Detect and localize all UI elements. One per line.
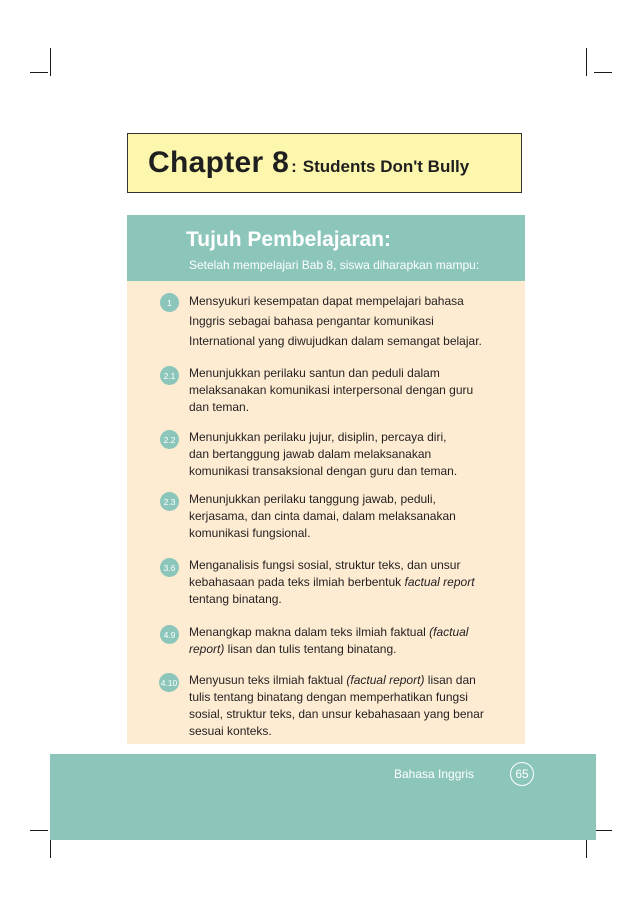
objective-line: komunikasi transaksional dengan guru dan teman. (189, 464, 458, 478)
objective-line: sesuai konteks. (189, 724, 272, 738)
objective-line: melaksanakan komunikasi interpersonal dengan guru (189, 383, 474, 397)
objective-text-italic: (factual (429, 625, 469, 639)
objective-line: Inggris sebagai bahasa pengantar komunikasi (189, 314, 434, 328)
objective-text (189, 491, 509, 542)
objective-text (189, 557, 509, 608)
chapter-separator: : (291, 157, 297, 176)
objective-line: sosial, struktur teks, dan unsur kebahasaan yang benar (189, 707, 484, 721)
objectives-heading: Tujuh Pembelajaran: (186, 228, 391, 251)
objective-badge: 2.1 (160, 366, 179, 385)
objective-line: Mensyukuri kesempatan dapat mempelajari bahasa (189, 294, 464, 308)
crop-mark (594, 830, 612, 831)
objective-line: Menunjukkan perilaku tanggung jawab, peduli, (189, 492, 436, 506)
objective-text-italic: (factual report) (346, 673, 425, 687)
objective-badge: 3.6 (160, 558, 179, 577)
objective-text-italic: factual report (404, 575, 475, 589)
objective-text-run: Menyusun teks ilmiah faktual (189, 673, 347, 687)
objectives-intro: Setelah mempelajari Bab 8, siswa diharapkan mampu: (189, 258, 480, 272)
objective-line: International yang diwujudkan dalam semangat belajar. (189, 334, 482, 348)
crop-mark (50, 48, 51, 76)
footer-band (50, 754, 596, 840)
crop-mark (594, 72, 612, 73)
objective-line: dan teman. (189, 400, 250, 414)
objective-text-run: Menangkap makna dalam teks ilmiah faktual (189, 625, 430, 639)
objective-line: tentang binatang. (189, 592, 282, 606)
objective-text (189, 365, 509, 416)
crop-mark (30, 830, 48, 831)
objective-badge: 4.10 (159, 673, 179, 692)
objective-line (189, 574, 509, 591)
objective-line: dan bertanggung jawab dalam melaksanakan (189, 447, 432, 461)
objectives-list (127, 281, 525, 744)
objective-text-run: lisan dan tulis tentang binatang. (224, 642, 397, 656)
objective-badge: 4.9 (160, 625, 179, 644)
chapter-title: Students Don't Bully (302, 157, 470, 176)
crop-mark (30, 72, 48, 73)
objective-line (189, 641, 509, 658)
objective-line (189, 672, 509, 689)
objective-line: komunikasi fungsional. (189, 526, 311, 540)
objectives-header (127, 215, 525, 281)
objective-text (189, 293, 509, 350)
objective-badge: 2.3 (160, 492, 179, 511)
page-number: 65 (510, 762, 534, 786)
objective-line: kerjasama, dan cinta damai, dalam melaksanakan (189, 509, 456, 523)
objective-line: Menunjukkan perilaku jujur, disiplin, percaya diri, (189, 430, 447, 444)
objective-line: tulis tentang binatang dengan memperhatikan fungsi (189, 690, 468, 704)
objective-text (189, 429, 509, 480)
objective-text (189, 624, 509, 658)
objective-badge: 2.2 (160, 430, 179, 449)
objective-text (189, 672, 509, 740)
objective-badge: 1 (160, 293, 179, 312)
objective-text-run: kebahasaan pada teks ilmiah berbentuk (189, 575, 405, 589)
objective-text-run: lisan dan (424, 673, 476, 687)
chapter-title-box (127, 133, 522, 193)
objective-line (189, 624, 509, 641)
chapter-number: Chapter 8 (148, 146, 290, 179)
objective-line: Menganalisis fungsi sosial, struktur teks, dan unsur (189, 558, 461, 572)
objective-text-italic: report) (189, 642, 225, 656)
objective-line: Menunjukkan perilaku santun dan peduli dalam (189, 366, 440, 380)
book-title: Bahasa Inggris (394, 767, 475, 781)
crop-mark (586, 48, 587, 76)
